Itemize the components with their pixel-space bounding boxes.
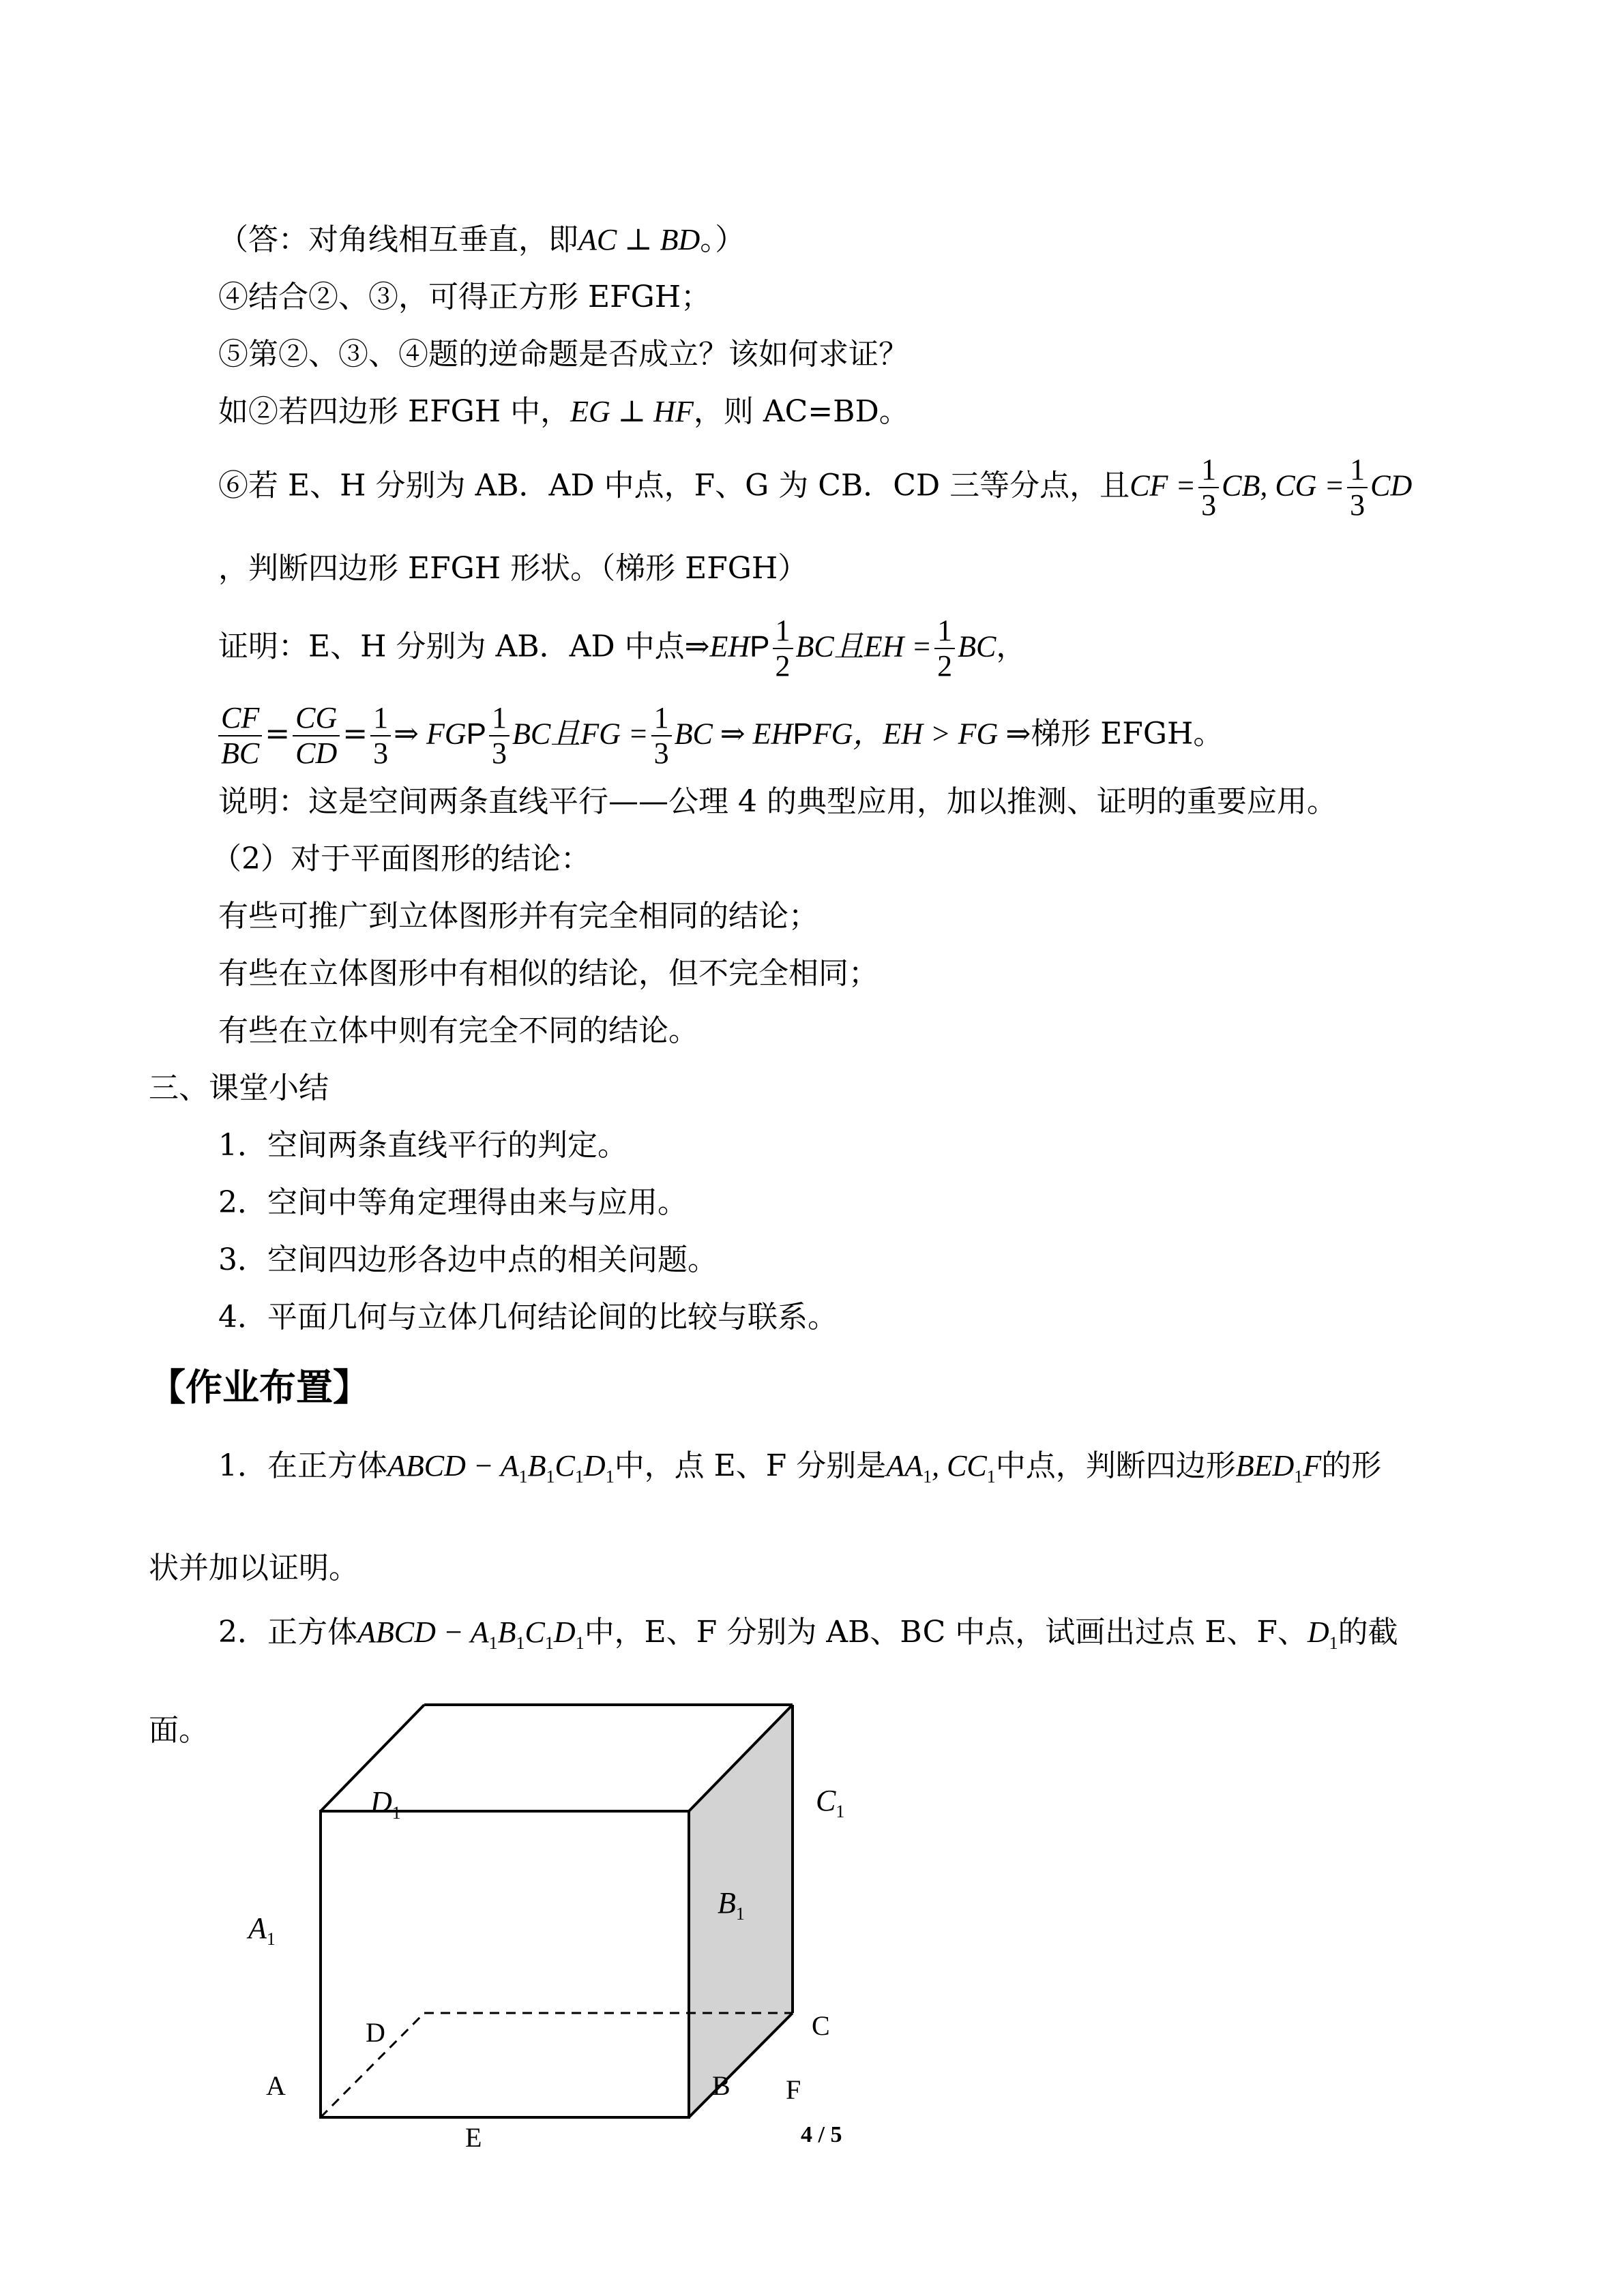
fraction: $\frac{1}{3}$ — [489, 701, 510, 771]
item-6-question: ，判断四边形 EFGH 形状。（梯形 EFGH） — [218, 551, 808, 586]
label-c1: $C_1$ — [816, 1784, 845, 1821]
proof-line-2: $\frac{CF}{BC}$ = $\frac{CG}{CD}$ = $\frac{1}{3}$ ⇒ FGP $\frac{1}{3}$ BC且FG = $\frac{1}{3}$ BC ⇒ EHPFG，EH > FG ⇒梯形 EFGH。 — [216, 701, 1223, 771]
math-ac-perp-bd: AC ⊥ BD — [578, 223, 700, 256]
homework-q2-continued: 面。 — [149, 1713, 209, 1748]
label-b: B — [712, 2070, 730, 2101]
item-6: ⑥若 E、H 分别为 AB．AD 中点，F、G 为 CB．CD 三等分点，且CF = $\frac{1}{3}$ CB, CG = $\frac{1}{3}$ CD — [218, 453, 1413, 522]
label-b1: $B_1$ — [718, 1886, 745, 1924]
conclusion-1: 有些可推广到立体图形并有完全相同的结论； — [218, 899, 818, 934]
fraction: $\frac{CF}{BC}$ — [218, 701, 262, 771]
item-5: ⑤第②、③、④题的逆命题是否成立？该如何求证？ — [218, 337, 909, 372]
proof-line-1: 证明：E、H 分别为 AB．AD 中点⇒EHP $\frac{1}{2}$ BC且EH = $\frac{1}{2}$ BC， — [218, 614, 1027, 683]
item-4: ④结合②、③，可得正方形 EFGH； — [218, 280, 711, 314]
conclusion-2: 有些在立体图形中有相似的结论，但不完全相同； — [218, 956, 879, 991]
summary-item: 4．平面几何与立体几何结论间的比较与联系。 — [218, 1300, 838, 1335]
label-e: E — [465, 2122, 482, 2153]
homework-q1-continued: 状并加以证明。 — [149, 1551, 359, 1585]
label-d: D — [366, 2017, 385, 2048]
label-c: C — [812, 2010, 830, 2041]
label-a1: $A_1$ — [248, 1911, 276, 1949]
summary-title: 三、课堂小结 — [149, 1071, 329, 1105]
homework-q1: 1．在正方体ABCD − $A_1B_1C_1D_1$中，点 E、F 分别是$AA_1$, $CC_1$中点，判断四边形$BED_1F$的形 — [218, 1448, 1382, 1487]
summary-item: 2．空间中等角定理得由来与应用。 — [218, 1185, 688, 1220]
summary-item: 3．空间四边形各边中点的相关问题。 — [218, 1242, 718, 1277]
fraction: $\frac{1}{3}$ — [370, 701, 391, 771]
fraction: $\frac{1}{3}$ — [651, 701, 672, 771]
fraction: $\frac{1}{3}$ — [1347, 453, 1368, 522]
homework-q2: 2．正方体ABCD − $A_1B_1C_1D_1$中，E、F 分别为 AB、BC 中点，试画出过点 E、F、$D_1$的截 — [218, 1615, 1398, 1653]
explanation: 说明：这是空间两条直线平行——公理 4 的典型应用，加以推测、证明的重要应用。 — [218, 784, 1337, 819]
front-face — [321, 1811, 689, 2117]
conclusion-3: 有些在立体中则有完全不同的结论。 — [218, 1013, 698, 1048]
part-2-title: （2）对于平面图形的结论： — [211, 841, 591, 876]
homework-heading: 【作业布置】 — [149, 1366, 370, 1409]
summary-item: 1．空间两条直线平行的判定。 — [218, 1128, 628, 1163]
label-a: A — [266, 2070, 286, 2101]
fraction: $\frac{1}{2}$ — [773, 614, 793, 683]
fraction: $\frac{1}{2}$ — [934, 614, 955, 683]
label-d1: $D_1$ — [370, 1785, 401, 1823]
page-number: 4 / 5 — [801, 2122, 842, 2147]
answer-line: （答：对角线相互垂直，即AC ⊥ BD。） — [218, 222, 745, 257]
converse-example: 如②若四边形 EFGH 中，EG ⊥ HF，则 AC=BD。 — [218, 394, 909, 429]
label-f: F — [786, 2074, 801, 2105]
fraction: $\frac{1}{3}$ — [1198, 453, 1219, 522]
fraction: $\frac{CG}{CD}$ — [293, 701, 340, 771]
